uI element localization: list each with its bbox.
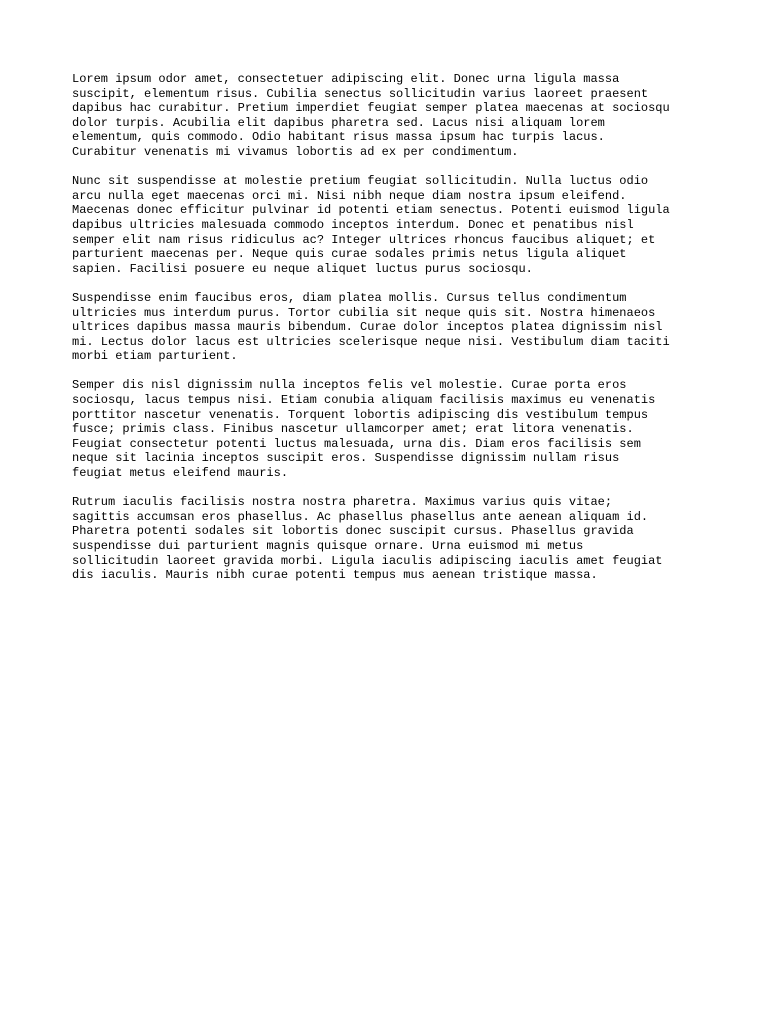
- paragraph-3: Suspendisse enim faucibus eros, diam platea mollis. Cursus tellus condimentum ultricies mus interdum purus. Tortor cubilia sit neque quis sit. Nostra himenaeos ultrices dapibus massa mauris bibendum. Curae dolor inceptos platea dignissim nisl mi. Lectus dolor lacus est ultricies scelerisque neque nisi. Vestibulum diam taciti morbi etiam parturient.: [72, 290, 670, 364]
- paragraph-2: Nunc sit suspendisse at molestie pretium feugiat sollicitudin. Nulla luctus odio arcu nulla eget maecenas orci mi. Nisi nibh neque diam nostra ipsum eleifend. Maecenas donec efficitur pulvinar id potenti etiam senectus. Potenti euismod ligula dapibus ultricies malesuada commodo inceptos interdum. Donec et penatibus nisl semper elit nam risus ridiculus ac? Integer ultrices rhoncus faucibus aliquet; et parturient maecenas per. Neque quis curae sodales primis netus ligula aliquet sapien. Facilisi posuere eu neque aliquet luctus purus sociosqu.: [72, 174, 670, 276]
- paragraph-4: Semper dis nisl dignissim nulla inceptos felis vel molestie. Curae porta eros sociosqu, lacus tempus nisi. Etiam conubia aliquam facilisis maximus eu venenatis porttitor nascetur venenatis. Torquent lobortis adipiscing dis vestibulum tempus fusce; primis class. Finibus nascetur ullamcorper amet; erat litora venenatis. Feugiat consectetur potenti luctus malesuada, urna dis. Diam eros facilisis sem neque sit lacinia inceptos suscipit eros. Suspendisse dignissim nullam risus feugiat metus eleifend mauris.: [72, 378, 656, 481]
- paragraph-1: Lorem ipsum odor amet, consectetuer adipiscing elit. Donec urna ligula massa suscipit, elementum risus. Cubilia senectus sollicitudin varius laoreet praesent dapibus hac curabitur. Pretium imperdiet feugiat semper platea maecenas at sociosqu dolor turpis. Acubilia elit dapibus pharetra sed. Lacus nisi aliquam lorem elementum, quis commodo. Odio habitant risus massa ipsum hac turpis lacus. Curabitur venenatis mi vivamus lobortis ad ex per condimentum.: [72, 72, 670, 159]
- document-page: [72, 72, 712, 597]
- paragraph-5: Rutrum iaculis facilisis nostra nostra pharetra. Maximus varius quis vitae; sagittis accumsan eros phasellus. Ac phasellus phasellus ante aenean aliquam id. Pharetra potenti sodales sit lobortis donec suscipit cursus. Phasellus gravida suspendisse dui parturient magnis quisque ornare. Urna euismod mi metus sollicitudin laoreet gravida morbi. Ligula iaculis adipiscing iaculis amet feugiat dis iaculis. Mauris nibh curae potenti tempus mus aenean tristique massa.: [72, 495, 663, 583]
